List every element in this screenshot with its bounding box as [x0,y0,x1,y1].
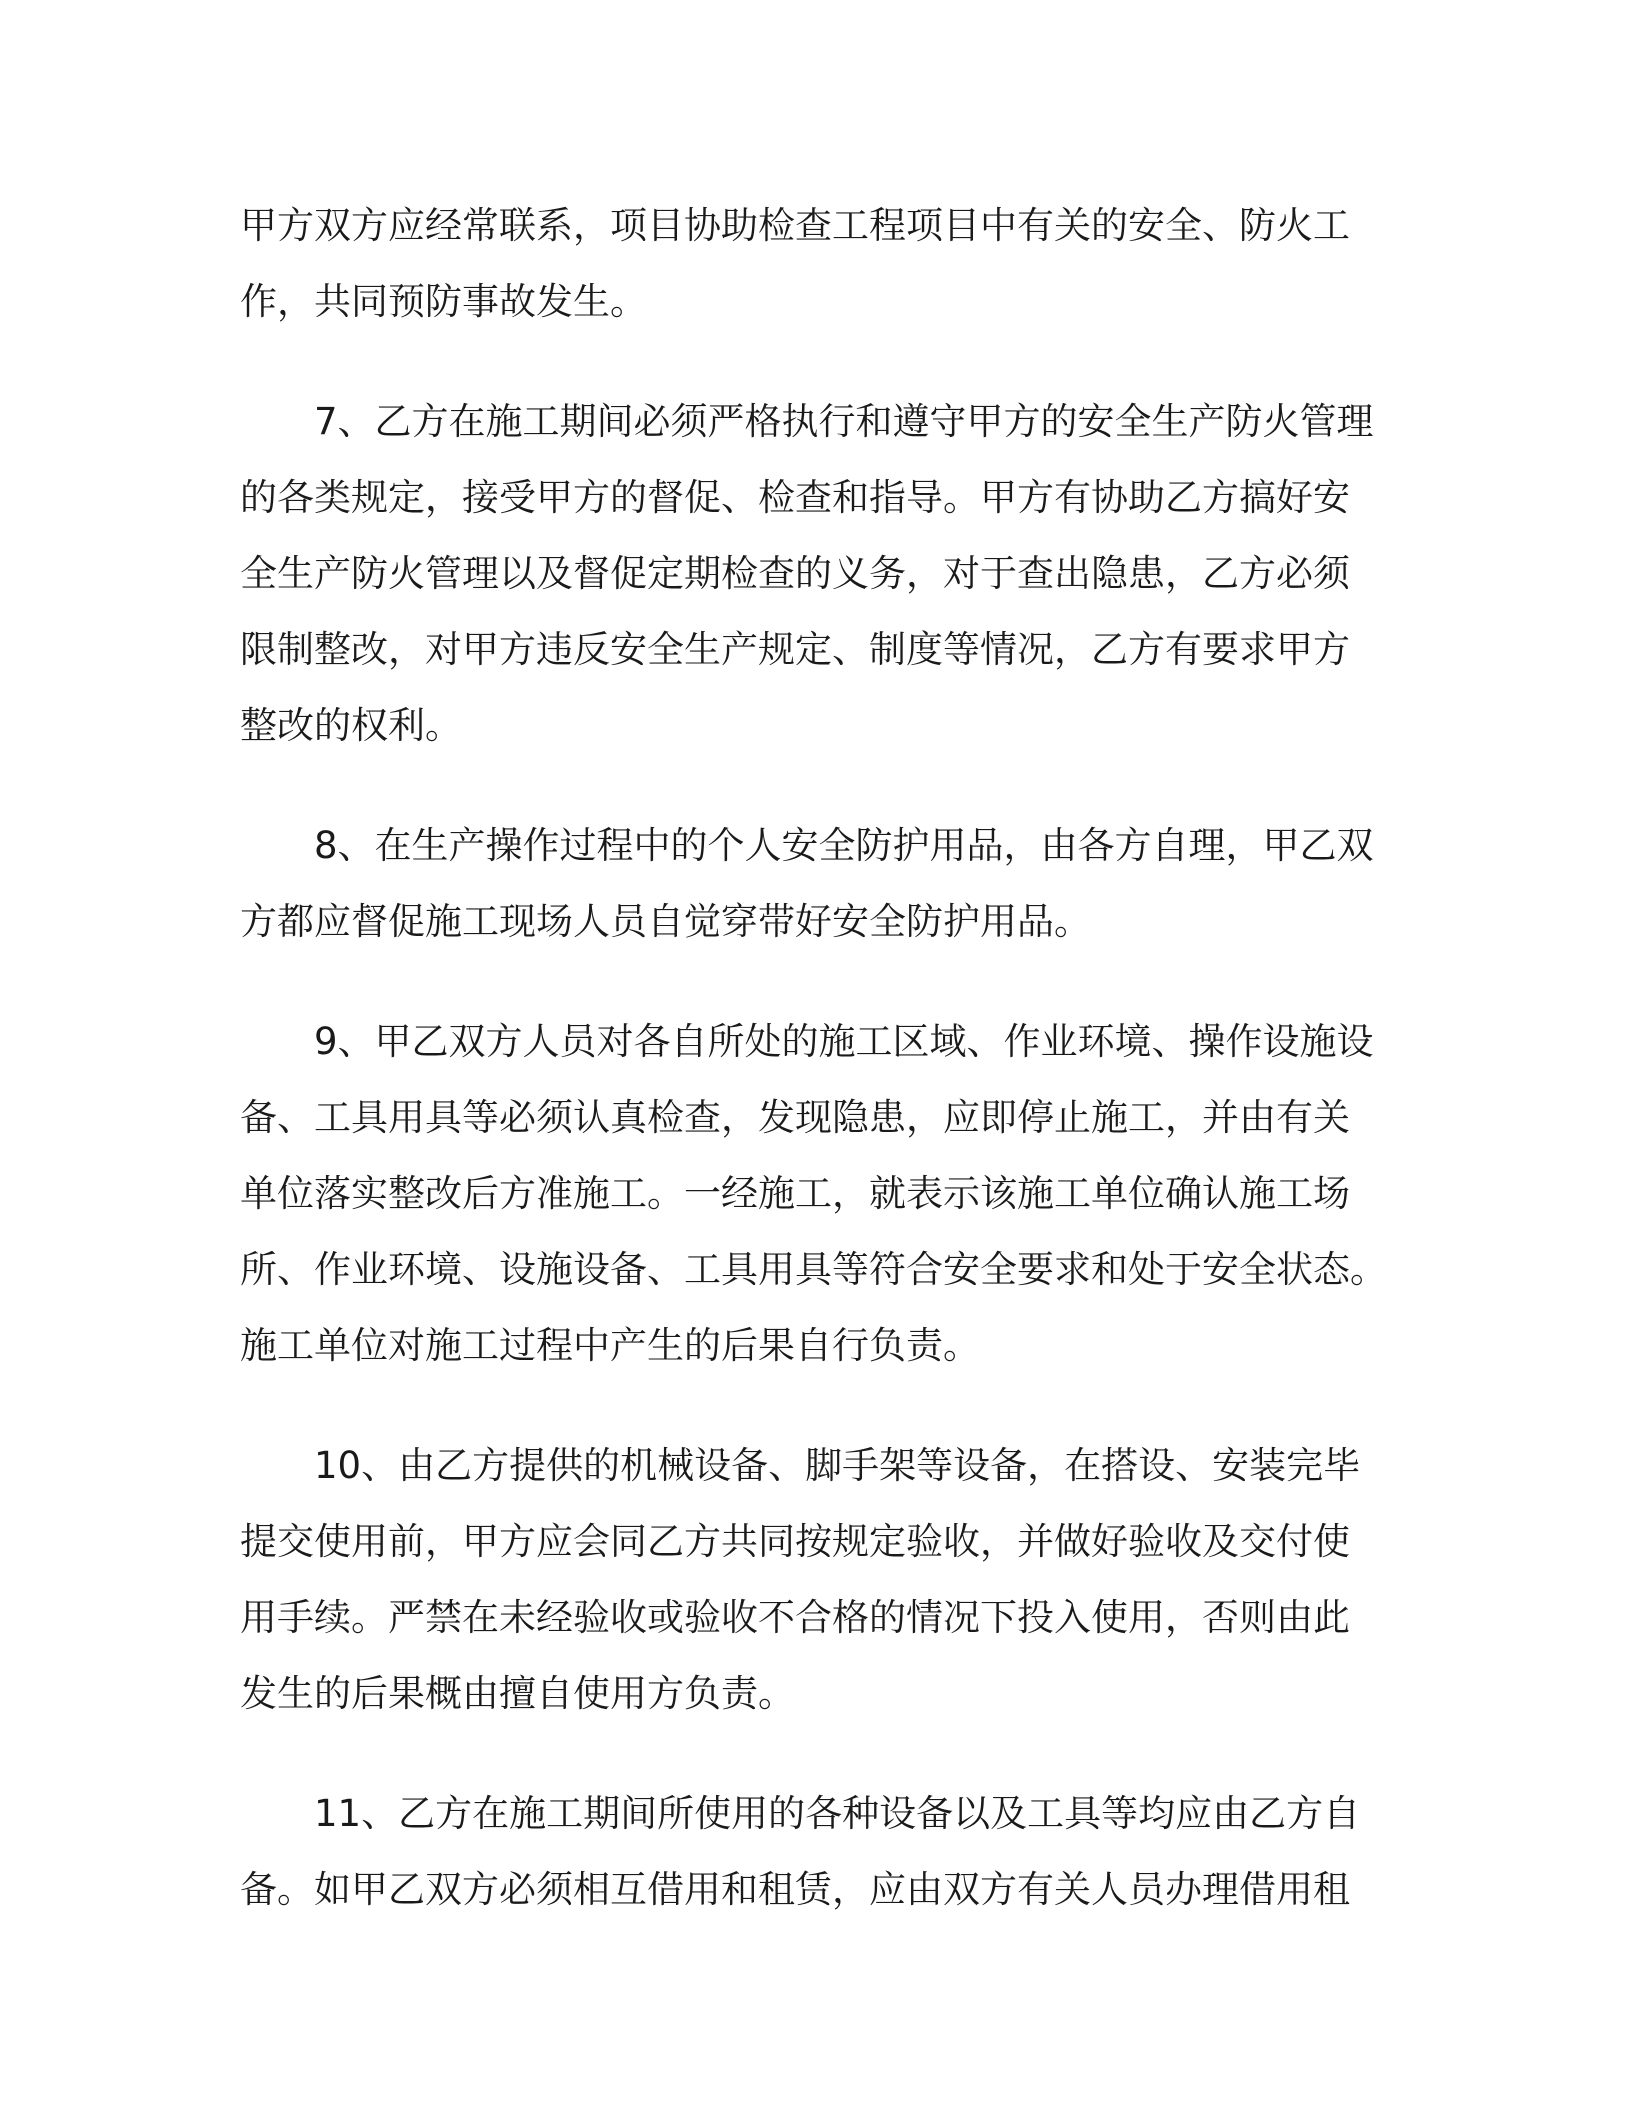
paragraph-7 [240,384,1392,764]
text-line: 发生的后果概由擅自使用方负责。 [240,1672,795,1715]
text-line: 备、工具用具等必须认真检查，发现隐患，应即停止施工，并由有关 [240,1096,1350,1139]
paragraph-8 [240,808,1392,960]
text-line: 的各类规定，接受甲方的督促、检查和指导。甲方有协助乙方搞好安 [240,476,1350,519]
text-line: 限制整改，对甲方违反安全生产规定、制度等情况，乙方有要求甲方 [240,628,1350,671]
text-line: 方都应督促施工现场人员自觉穿带好安全防护用品。 [240,900,1091,943]
paragraph-11 [240,1776,1392,1928]
text-line: 单位落实整改后方准施工。一经施工，就表示该施工单位确认施工场 [240,1172,1350,1215]
text-line: 10、由乙方提供的机械设备、脚手架等设备，在搭设、安装完毕 [314,1444,1361,1487]
text-line: 全生产防火管理以及督促定期检查的义务，对于查出隐患，乙方必须 [240,552,1350,595]
paragraph-9 [240,1004,1392,1384]
text-line: 用手续。严禁在未经验收或验收不合格的情况下投入使用，否则由此 [240,1596,1350,1639]
paragraph-6-continued [240,188,1392,340]
text-line: 7、乙方在施工期间必须严格执行和遵守甲方的安全生产防火管理 [314,400,1374,443]
text-line: 甲方双方应经常联系，项目协助检查工程项目中有关的安全、防火工 [240,204,1350,247]
text-line: 施工单位对施工过程中产生的后果自行负责。 [240,1324,980,1367]
text-line: 整改的权利。 [240,704,462,747]
document-body [240,188,1392,1928]
text-line: 作，共同预防事故发生。 [240,280,647,323]
paragraph-10 [240,1428,1392,1732]
text-line: 提交使用前，甲方应会同乙方共同按规定验收，并做好验收及交付使 [240,1520,1350,1563]
text-line: 所、作业环境、设施设备、工具用具等符合安全要求和处于安全状态。 [240,1248,1387,1291]
text-line: 11、乙方在施工期间所使用的各种设备以及工具等均应由乙方自 [314,1792,1361,1835]
text-line: 8、在生产操作过程中的个人安全防护用品，由各方自理，甲乙双 [314,824,1374,867]
text-line: 备。如甲乙双方必须相互借用和租赁，应由双方有关人员办理借用租 [240,1868,1350,1911]
text-line: 9、甲乙双方人员对各自所处的施工区域、作业环境、操作设施设 [314,1020,1374,1063]
